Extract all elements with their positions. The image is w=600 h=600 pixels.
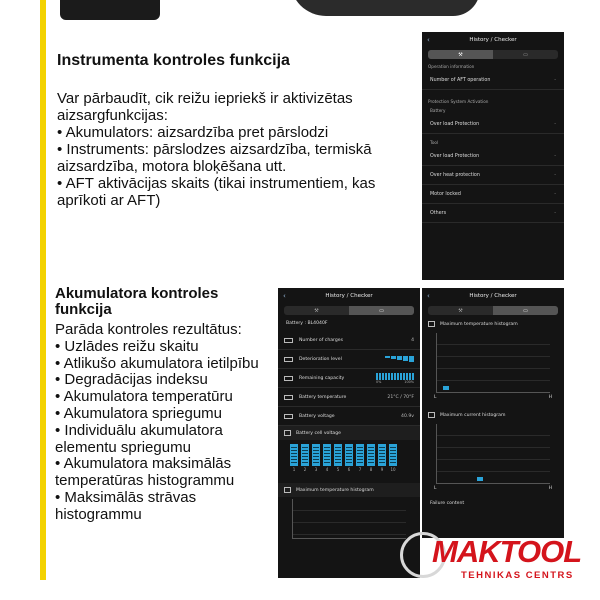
tab-bar [428,306,558,315]
voltage-row [278,407,420,426]
section1-line: • Akumulators: aizsardzība pret pārslodzi [57,124,329,141]
capacity-row [278,369,420,388]
cell-bar [345,444,353,466]
phone-header [278,288,420,304]
temp-hist-header [422,317,564,331]
tool-icon: ⚒ [458,51,463,58]
current-histogram [436,424,550,484]
charges-value: 4 [411,337,414,343]
battery-image [60,0,160,20]
section-protection: Protection System Activation [428,99,489,104]
capacity-label: Remaining capacity [299,375,345,381]
product-image-strip [60,0,580,22]
temp-histogram [436,333,550,393]
tool-image [290,0,480,16]
deterioration-icon [284,357,293,362]
cell-bar [378,444,386,466]
voltage-value: 40.9v [401,413,414,419]
section2-line: • Uzlādes reižu skaitu [55,337,199,355]
hist-label: Maximum temperature histogram [296,487,374,493]
battery-overload-label: Over load Protection [430,121,480,127]
thermometer-icon [284,487,291,493]
tool-row-label: Motor locked [430,191,461,197]
tool-row-label: Over load Protection [430,153,480,159]
axis-low: L [434,395,437,400]
cell-number: 6 [347,467,351,472]
axis-high: H [548,395,552,400]
current-hist-axis [422,486,564,491]
tab-battery[interactable] [349,306,414,315]
tool-icon: ⚒ [314,307,319,314]
hist-bar [477,477,483,481]
cell-bar [301,444,309,466]
tab-tool[interactable] [428,306,493,315]
section2-line: • Individuālu akumulatora elementu spriegumu [55,421,223,456]
tool-row[interactable] [422,147,564,166]
cell-bar [323,444,331,466]
cell-voltage-header [278,426,420,440]
cell-number: 3 [314,467,318,472]
cell-icon [284,430,291,436]
logo-subtitle: TEHNIKAS CENTRS [461,570,574,581]
phone-tool-checker [422,32,564,280]
section2-text [55,322,275,524]
phone-header [422,288,564,304]
section1-line: • Instruments: pārslodzes aizsardzība, termiskā aizsardzība, motora bloķēšana utt. [57,141,372,175]
section2-line: Parāda kontroles rezultātus: [55,321,242,338]
section2-line: • Akumulatora temperatūru [55,388,233,406]
temp-hist-label: Maximum temperature histogram [440,321,518,327]
section1-line: aizsargfunkcijas: [57,107,168,124]
tab-tool[interactable] [428,50,493,59]
sub-tool: Tool [430,140,439,145]
maktool-logo [396,530,596,590]
cell-number: 4 [325,467,329,472]
phone-header [422,32,564,48]
battery-overload-value: - [554,121,556,127]
section2-line: • Akumulatora spriegumu [55,404,222,422]
section2-line: • Atlikušo akumulatora ietilpību [55,354,259,372]
phone-histograms [422,288,564,538]
back-icon[interactable]: ‹ [283,292,286,300]
voltage-label: Battery voltage [299,413,335,419]
capacity-gauge [376,373,414,384]
aft-label: Number of AFT operation [430,77,491,83]
tool-row-value: - [554,191,556,197]
back-icon[interactable]: ‹ [427,292,430,300]
capacity-icon [284,376,293,381]
capacity-max: 100% [404,379,414,384]
section1-heading: Instrumenta kontroles funkcija [57,52,290,69]
thermometer-icon [284,395,293,400]
temp-hist-axis [422,395,564,400]
tab-bar [428,50,558,59]
section-operation: Operation information [428,64,475,69]
capacity-scale [376,380,414,384]
tab-bar [284,306,414,315]
axis-low: L [434,486,437,491]
temp-histogram [292,499,406,539]
battery-overload-row[interactable] [422,115,564,134]
cell-bar [290,444,298,466]
tab-battery[interactable] [493,50,558,59]
cell-number: 8 [369,467,373,472]
battery-icon: ▭ [523,51,528,58]
current-hist-header [422,408,564,422]
capacity-bar [376,373,414,380]
tool-row-value: - [554,153,556,159]
deterioration-bars [385,356,414,362]
deterioration-label: Deterioration level [299,356,342,362]
tab-battery[interactable] [493,306,558,315]
tab-tool[interactable] [284,306,349,315]
tool-row-value: - [554,210,556,216]
tool-icon: ⚒ [458,307,463,314]
cell-number: 2 [303,467,307,472]
current-icon [428,412,435,418]
charge-icon [284,338,293,343]
cell-number: 9 [380,467,384,472]
cell-bar [312,444,320,466]
yellow-border [40,0,46,580]
phone-title: History / Checker [469,293,517,299]
section1-line: Var pārbaudīt, cik reižu iepriekš ir aktivizētas [57,90,353,107]
cell-label: Battery cell voltage [296,430,341,436]
battery-name: Battery : BL4040F [286,321,328,326]
temp-hist-header [278,483,420,497]
cell-number: 1 [292,467,296,472]
tool-row[interactable] [422,204,564,223]
cell-bar [367,444,375,466]
battery-icon: ▭ [379,307,384,314]
capacity-min: 0% [376,379,382,384]
tool-row[interactable] [422,166,564,185]
failure-content: Failure content [430,501,465,506]
cell-bar [356,444,364,466]
cell-number: 5 [336,467,340,472]
phone-title: History / Checker [469,37,517,43]
battery-icon: ▭ [523,307,528,314]
tool-row-label: Others [430,210,447,216]
charges-label: Number of charges [299,337,343,343]
cell-number: 7 [358,467,362,472]
temperature-row [278,388,420,407]
charges-row [278,331,420,350]
temp-label: Battery temperature [299,394,347,400]
cell-voltage-bars [278,440,420,466]
temp-value: 21°C / 70°F [387,394,414,400]
tool-row-value: - [554,172,556,178]
cell-number: 10 [390,467,396,472]
aft-row[interactable] [422,71,564,90]
voltage-icon [284,414,293,419]
section1-text [57,90,417,209]
deterioration-row [278,350,420,369]
cell-numbers [278,466,420,473]
tool-row[interactable] [422,185,564,204]
aft-value: - [554,77,556,83]
logo-name: MAKTOOL [432,534,582,569]
current-hist-label: Maximum current histogram [440,412,506,418]
cell-bar [389,444,397,466]
section2-line: • Akumulatora maksimālās temperatūras histogrammu [55,455,235,490]
axis-high: H [548,486,552,491]
section2-line: • Degradācijas indeksu [55,371,208,389]
tool-row-label: Over heat protection [430,172,480,178]
section2-heading: Akumulatora kontroles funkcija [55,285,219,318]
hist-bar [443,386,449,390]
thermometer-icon [428,321,435,327]
sub-battery: Battery [430,108,446,113]
section2-line: • Maksimālās strāvas histogrammu [55,488,197,523]
phone-title: History / Checker [325,293,373,299]
cell-bar [334,444,342,466]
section1-line: • AFT aktivācijas skaits (tikai instrumentiem, kas aprīkoti ar AFT) [57,175,376,209]
back-icon[interactable]: ‹ [427,36,430,44]
